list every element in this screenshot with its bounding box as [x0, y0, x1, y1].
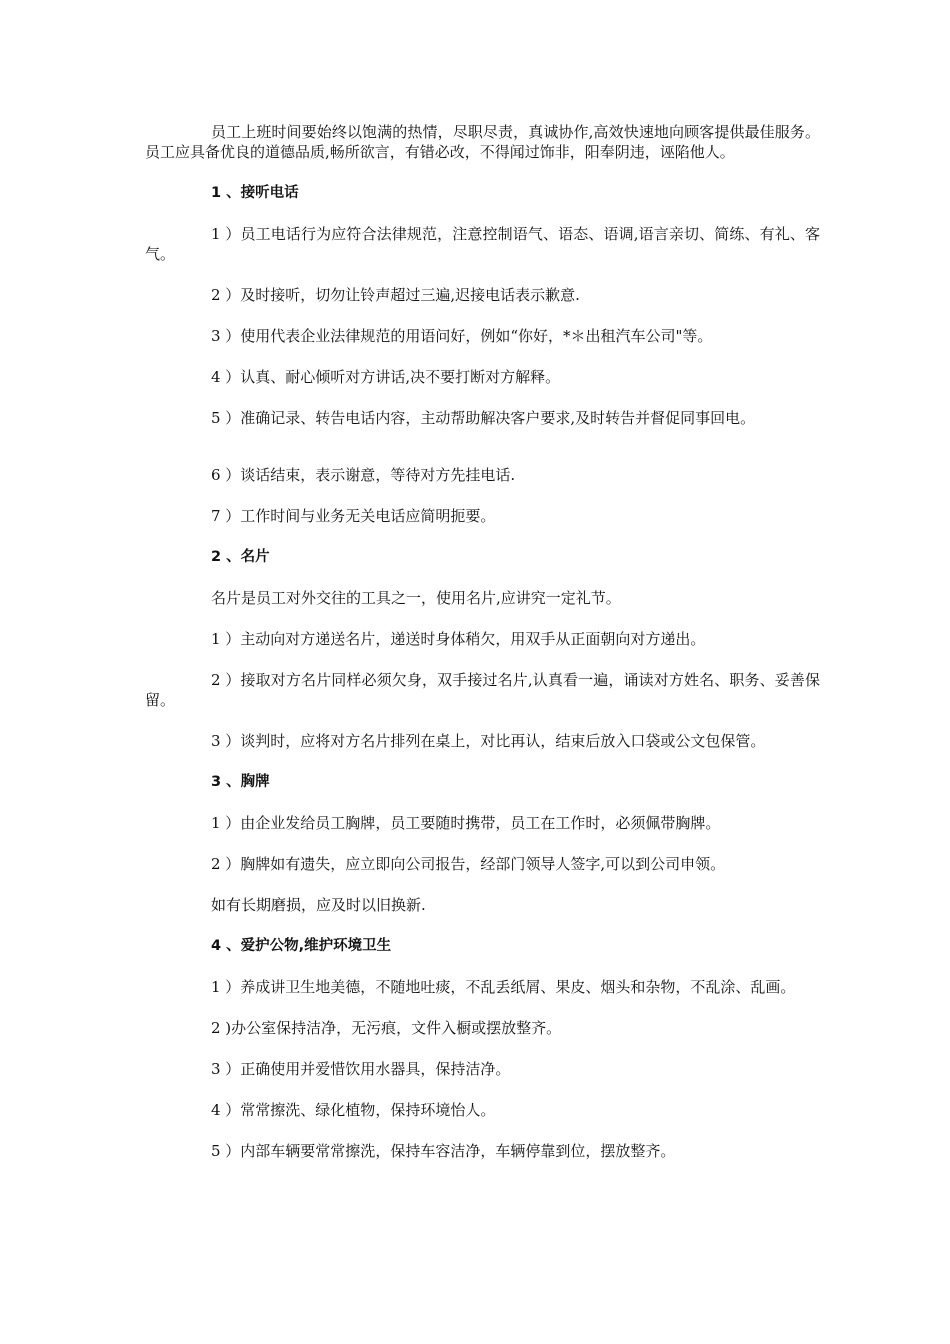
badge-item-1: 1 ）由企业发给员工胸牌，员工要随时携带，员工在工作时，必须佩带胸牌。: [211, 814, 721, 832]
hygiene-item-2: 2 )办公室保持洁净，无污痕，文件入橱或摆放整齐。: [211, 1019, 562, 1037]
phone-item-7: 7 ）工作时间与业务无关电话应简明扼要。: [211, 507, 496, 525]
badge-item-2: 2 ）胸牌如有遗失，应立即向公司报告，经部门领导人签字,可以到公司申领。: [211, 855, 726, 873]
phone-item-6: 6 ）谈话结束，表示谢意，等待对方先挂电话.: [211, 466, 516, 484]
card-item-3: 3 ）谈判时，应将对方名片排列在桌上，对比再认，结束后放入口袋或公文包保管。: [211, 732, 766, 750]
hygiene-item-1: 1 ）养成讲卫生地美德，不随地吐痰，不乱丢纸屑、果皮、烟头和杂物，不乱涂、乱画。: [211, 978, 796, 996]
phone-item-2: 2 ）及时接听，切勿让铃声超过三遍,迟接电话表示歉意.: [211, 286, 580, 304]
card-item-2: 2 ）接取对方名片同样必须欠身，双手接过名片,认真看一遍，诵读对方姓名、职务、妥善保留。: [145, 671, 820, 709]
phone-item-5: 5 ）准确记录、转告电话内容，主动帮助解决客户要求,及时转告并督促同事回电。: [211, 409, 756, 427]
hygiene-item-3: 3 ）正确使用并爱惜饮用水器具，保持洁净。: [211, 1060, 511, 1078]
section-heading-phone: 1 、接听电话: [211, 185, 299, 201]
section-heading-business-card: 2 、名片: [211, 549, 270, 565]
phone-item-4: 4 ）认真、耐心倾听对方讲话,决不要打断对方解释。: [211, 368, 561, 386]
section-heading-badge: 3 、胸牌: [211, 774, 270, 790]
hygiene-item-4: 4 ）常常擦洗、绿化植物，保持环境怡人。: [211, 1101, 496, 1119]
phone-item-3: 3 ）使用代表企业法律规范的用语问好，例如“你好，*＊出租汽车公司"等。: [211, 327, 713, 345]
badge-item-3: 如有长期磨损，应及时以旧换新.: [211, 896, 426, 914]
intro-paragraph: 员工上班时间要始终以饱满的热情，尽职尽责，真诚协作,高效快速地向顾客提供最佳服务。员工应具备优良的道德品质,畅所欲言，有错必改，不得闻过饰非，阳奉阴违，诬陷他人。: [145, 123, 820, 161]
section-heading-hygiene: 4 、爱护公物,维护环境卫生: [211, 938, 392, 954]
card-item-1: 1 ）主动向对方递送名片，递送时身体稍欠，用双手从正面朝向对方递出。: [211, 630, 706, 648]
document-body: [145, 122, 820, 1161]
phone-item-1: 1 ）员工电话行为应符合法律规范，注意控制语气、语态、语调,语言亲切、简练、有礼、客气。: [145, 225, 820, 263]
hygiene-item-5: 5 ）内部车辆要常常擦洗，保持车容洁净，车辆停靠到位，摆放整齐。: [211, 1142, 676, 1160]
card-intro: 名片是员工对外交往的工具之一，使用名片,应讲究一定礼节。: [211, 589, 621, 607]
